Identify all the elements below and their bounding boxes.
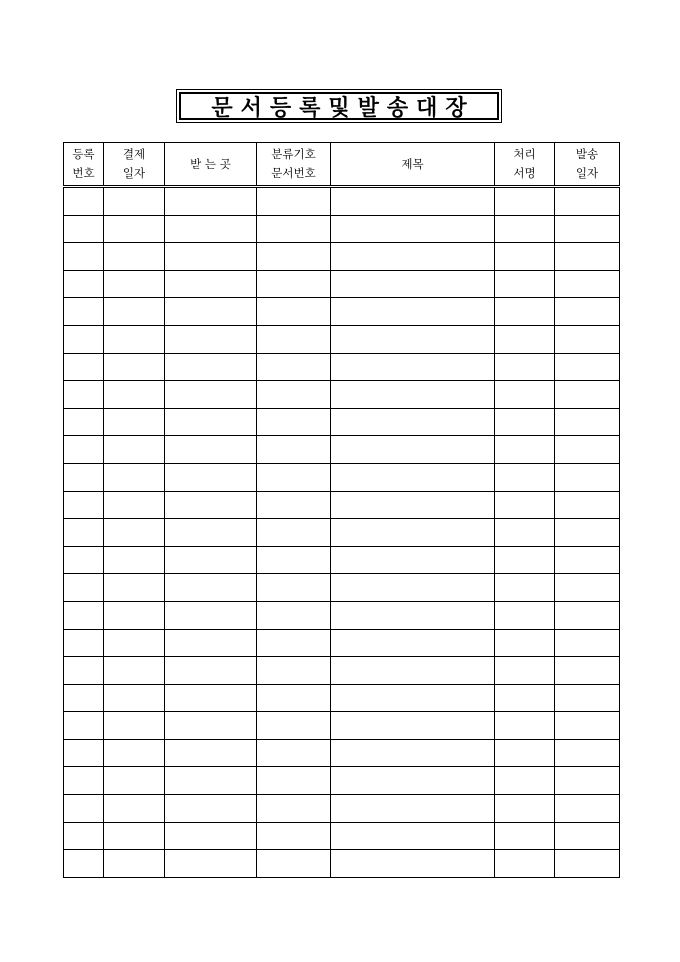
table-cell [555, 684, 620, 712]
table-cell [257, 519, 331, 547]
table-cell [64, 712, 104, 740]
table-cell [495, 187, 555, 216]
table-cell [165, 684, 257, 712]
table-cell [495, 436, 555, 464]
header-subject [331, 143, 495, 187]
table-cell [555, 215, 620, 243]
table-cell [104, 739, 165, 767]
table-cell [555, 629, 620, 657]
table-cell [165, 519, 257, 547]
table-cell [555, 657, 620, 685]
table-cell [64, 463, 104, 491]
table-cell [555, 325, 620, 353]
table-cell [64, 822, 104, 850]
table-cell [331, 767, 495, 795]
table-cell [555, 491, 620, 519]
table-cell [64, 187, 104, 216]
table-cell [165, 187, 257, 216]
table-cell [104, 850, 165, 878]
table-cell [165, 546, 257, 574]
table-cell [64, 270, 104, 298]
table-cell [257, 436, 331, 464]
table-row [64, 243, 620, 271]
table-cell [257, 187, 331, 216]
table-row [64, 684, 620, 712]
table-cell [331, 684, 495, 712]
table-cell [64, 408, 104, 436]
table-cell [165, 215, 257, 243]
table-cell [104, 243, 165, 271]
table-cell [331, 739, 495, 767]
table-cell [555, 408, 620, 436]
table-cell [64, 491, 104, 519]
table-cell [104, 574, 165, 602]
table-cell [64, 767, 104, 795]
table-cell [257, 850, 331, 878]
table-cell [257, 574, 331, 602]
table-row [64, 381, 620, 409]
table-cell [257, 463, 331, 491]
table-cell [495, 408, 555, 436]
header-processing-signature [495, 143, 555, 187]
table-cell [64, 519, 104, 547]
table-cell [555, 463, 620, 491]
table-cell [331, 574, 495, 602]
table-cell [495, 684, 555, 712]
table-cell [555, 574, 620, 602]
table-cell [165, 491, 257, 519]
table-cell [104, 270, 165, 298]
table-cell [555, 822, 620, 850]
table-cell [104, 767, 165, 795]
header-dispatch-date [555, 143, 620, 187]
table-cell [165, 381, 257, 409]
header-line: 발송 [575, 147, 599, 161]
table-cell [64, 436, 104, 464]
table-cell [331, 712, 495, 740]
table-cell [495, 463, 555, 491]
table-cell [495, 215, 555, 243]
table-cell [257, 325, 331, 353]
header-line: 일자 [122, 166, 146, 180]
table-cell [555, 187, 620, 216]
table-cell [331, 325, 495, 353]
table-cell [555, 270, 620, 298]
table-cell [331, 546, 495, 574]
table-cell [165, 657, 257, 685]
header-classification-document-number [257, 143, 331, 187]
table-cell [165, 822, 257, 850]
table-cell [257, 822, 331, 850]
table-cell [555, 436, 620, 464]
table-cell [104, 822, 165, 850]
table-cell [165, 629, 257, 657]
table-cell [555, 795, 620, 823]
table-cell [64, 629, 104, 657]
table-cell [495, 298, 555, 326]
table-cell [257, 381, 331, 409]
header-line: 문서번호 [271, 166, 316, 180]
table-cell [555, 243, 620, 271]
table-cell [257, 491, 331, 519]
table-cell [104, 601, 165, 629]
table-cell [257, 739, 331, 767]
table-cell [257, 712, 331, 740]
table-cell [257, 684, 331, 712]
table-cell [495, 767, 555, 795]
table-cell [165, 712, 257, 740]
table-row [64, 463, 620, 491]
table-cell [165, 795, 257, 823]
table-cell [555, 519, 620, 547]
table-row [64, 546, 620, 574]
header-row [64, 143, 620, 187]
header-line: 제목 [401, 156, 424, 171]
table-cell [331, 187, 495, 216]
table-cell [257, 629, 331, 657]
table-cell [104, 408, 165, 436]
table-cell [165, 463, 257, 491]
table-cell [64, 850, 104, 878]
table-cell [495, 353, 555, 381]
table-cell [165, 767, 257, 795]
table-cell [555, 601, 620, 629]
table-cell [165, 298, 257, 326]
table-cell [555, 546, 620, 574]
header-line: 처리 [513, 147, 536, 161]
table-row [64, 601, 620, 629]
table-cell [165, 353, 257, 381]
table-cell [257, 243, 331, 271]
table-row [64, 436, 620, 464]
table-row [64, 712, 620, 740]
table-row [64, 767, 620, 795]
table-cell [331, 850, 495, 878]
table-cell [104, 684, 165, 712]
table-cell [165, 270, 257, 298]
table-cell [331, 353, 495, 381]
table-cell [555, 381, 620, 409]
table-cell [257, 270, 331, 298]
table-cell [257, 215, 331, 243]
table-cell [165, 325, 257, 353]
table-cell [331, 436, 495, 464]
table-cell [64, 574, 104, 602]
table-cell [331, 298, 495, 326]
table-row [64, 408, 620, 436]
table-row [64, 739, 620, 767]
table-cell [331, 243, 495, 271]
table-cell [495, 243, 555, 271]
table-cell [495, 491, 555, 519]
table-cell [104, 491, 165, 519]
table-cell [495, 601, 555, 629]
table-row [64, 353, 620, 381]
table-cell [104, 325, 165, 353]
table-cell [64, 795, 104, 823]
table-cell [165, 739, 257, 767]
table-cell [165, 243, 257, 271]
table-cell [555, 739, 620, 767]
table-cell [64, 684, 104, 712]
table-row [64, 187, 620, 216]
table-cell [64, 298, 104, 326]
table-cell [257, 767, 331, 795]
table-cell [257, 546, 331, 574]
table-cell [165, 574, 257, 602]
table-cell [331, 629, 495, 657]
header-line: 서명 [513, 166, 536, 180]
table-row [64, 270, 620, 298]
table-row [64, 822, 620, 850]
table-cell [257, 601, 331, 629]
table-cell [64, 546, 104, 574]
table-cell [104, 629, 165, 657]
table-cell [331, 215, 495, 243]
table-cell [495, 270, 555, 298]
table-row [64, 850, 620, 878]
table-row [64, 519, 620, 547]
table-row [64, 795, 620, 823]
table-cell [331, 381, 495, 409]
table-cell [257, 657, 331, 685]
title-box [176, 89, 502, 123]
header-line: 분류기호 [271, 147, 316, 161]
table-cell [257, 298, 331, 326]
table-cell [104, 298, 165, 326]
table-cell [495, 519, 555, 547]
table-cell [331, 519, 495, 547]
header-line: 등록 [72, 147, 95, 161]
table-cell [331, 657, 495, 685]
table-cell [104, 657, 165, 685]
table-cell [331, 795, 495, 823]
table-cell [495, 546, 555, 574]
header-registration-number [64, 143, 104, 187]
table-cell [104, 463, 165, 491]
table-cell [104, 436, 165, 464]
table-cell [165, 850, 257, 878]
table-cell [104, 519, 165, 547]
header-line: 일자 [575, 166, 599, 180]
header-approval-date [104, 143, 165, 187]
table-cell [104, 381, 165, 409]
table-cell [64, 243, 104, 271]
table-row [64, 325, 620, 353]
table-cell [495, 325, 555, 353]
table-cell [64, 739, 104, 767]
table-cell [257, 795, 331, 823]
table-cell [331, 408, 495, 436]
table-cell [495, 795, 555, 823]
table-cell [64, 215, 104, 243]
table-row [64, 657, 620, 685]
table-cell [331, 491, 495, 519]
table-cell [495, 822, 555, 850]
table-cell [64, 657, 104, 685]
table-cell [495, 739, 555, 767]
table-row [64, 629, 620, 657]
table-cell [104, 795, 165, 823]
table-cell [257, 408, 331, 436]
table-cell [104, 353, 165, 381]
table-cell [64, 325, 104, 353]
table-cell [495, 850, 555, 878]
table-cell [331, 601, 495, 629]
header-line: 번호 [72, 166, 95, 180]
table-cell [165, 601, 257, 629]
table-cell [495, 712, 555, 740]
table-row [64, 215, 620, 243]
table-cell [165, 408, 257, 436]
table-cell [331, 270, 495, 298]
table-cell [495, 629, 555, 657]
table-cell [64, 353, 104, 381]
table-cell [104, 712, 165, 740]
table-cell [104, 546, 165, 574]
table-cell [495, 574, 555, 602]
table-row [64, 491, 620, 519]
header-line: 결제 [122, 147, 146, 161]
table-cell [555, 712, 620, 740]
table-cell [495, 381, 555, 409]
table-row [64, 298, 620, 326]
register-table [63, 142, 620, 878]
table-cell [165, 436, 257, 464]
page-title: 문서등록및발송대장 [179, 92, 499, 120]
table-cell [555, 298, 620, 326]
table-cell [495, 657, 555, 685]
table-cell [555, 850, 620, 878]
table-cell [64, 381, 104, 409]
table-cell [257, 353, 331, 381]
table-cell [331, 822, 495, 850]
table-cell [104, 215, 165, 243]
table-cell [555, 767, 620, 795]
table-cell [104, 187, 165, 216]
header-recipient [165, 143, 257, 187]
header-line: 받 는 곳 [190, 156, 231, 171]
table-cell [64, 601, 104, 629]
table-cell [331, 463, 495, 491]
table-row [64, 574, 620, 602]
table-cell [555, 353, 620, 381]
table-body [64, 187, 620, 878]
